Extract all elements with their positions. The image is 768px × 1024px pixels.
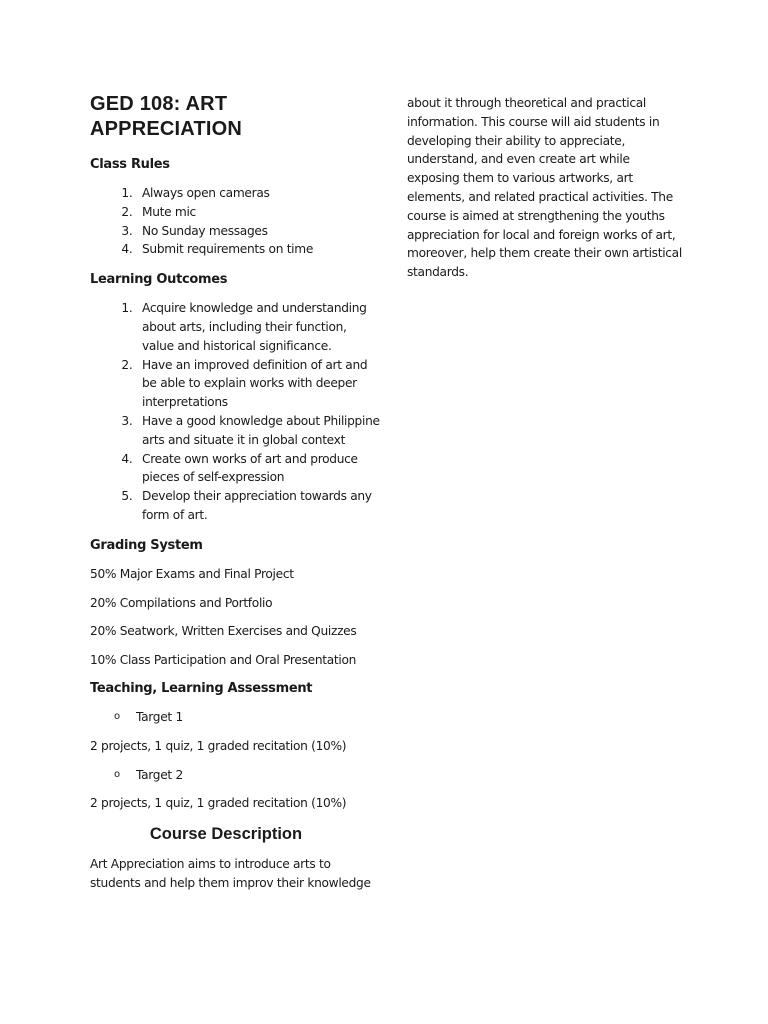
grading-item: 50% Major Exams and Final Project xyxy=(90,566,294,581)
target-2-label: Target 2 xyxy=(136,767,183,782)
hollow-bullet-icon: o xyxy=(114,768,120,780)
teaching-assessment-block xyxy=(90,708,380,813)
learning-outcomes-list xyxy=(90,299,380,525)
learning-outcome-item: 1. Acquire knowledge and understanding about arts, including their function, value and historical significance. xyxy=(136,299,380,355)
course-description-text-left: Art Appreciation aims to introduce arts to students and help them improv their knowledge xyxy=(90,857,371,890)
grading-system-list xyxy=(90,565,380,670)
class-rules-list xyxy=(90,184,380,259)
target-1-label: Target 1 xyxy=(136,709,183,724)
target-1-bullet xyxy=(90,708,380,727)
class-rule-item: 4. Submit requirements on time xyxy=(136,240,380,259)
left-column xyxy=(90,92,380,893)
target-1-detail: 2 projects, 1 quiz, 1 graded recitation (10%) xyxy=(90,738,347,753)
document-title: GED 108: ART APPRECIATION xyxy=(90,93,243,140)
learning-outcome-item: 2. Have an improved definition of art and be able to explain works with deeper interpretations xyxy=(136,356,380,412)
course-description-text-right: about it through theoretical and practical information. This course will aid students in developing their ability to appreciate, understand, and even create art while exposing them to various artworks, art elements, and related practical activities. The course is aimed at strengthening the youths appreciation for local and foreign works of art, moreover, help them create their own artistical standards. xyxy=(407,96,682,280)
target-2-bullet xyxy=(90,766,380,785)
grading-item: 10% Class Participation and Oral Presentation xyxy=(90,653,357,668)
target-2-detail: 2 projects, 1 quiz, 1 graded recitation (10%) xyxy=(90,796,347,811)
hollow-bullet-icon: o xyxy=(114,710,120,722)
class-rule-item: 2. Mute mic xyxy=(136,203,380,222)
class-rule-item: 3. No Sunday messages xyxy=(136,222,380,241)
course-description-heading: Course Description xyxy=(149,825,303,844)
class-rule-item: 1. Always open cameras xyxy=(136,184,380,203)
grading-system-heading: Grading System xyxy=(90,537,203,553)
grading-item: 20% Compilations and Portfolio xyxy=(90,595,273,610)
learning-outcomes-heading: Learning Outcomes xyxy=(90,272,228,288)
learning-outcome-item: 5. Develop their appreciation towards any form of art. xyxy=(136,487,380,525)
grading-item: 20% Seatwork, Written Exercises and Quizzes xyxy=(90,624,357,639)
class-rules-heading: Class Rules xyxy=(90,157,170,172)
right-column xyxy=(407,94,682,282)
learning-outcome-item: 3. Have a good knowledge about Philippine arts and situate it in global context xyxy=(136,412,380,450)
learning-outcome-item: 4. Create own works of art and produce pieces of self-expression xyxy=(136,450,380,488)
teaching-assessment-heading: Teaching, Learning Assessment xyxy=(90,680,313,696)
